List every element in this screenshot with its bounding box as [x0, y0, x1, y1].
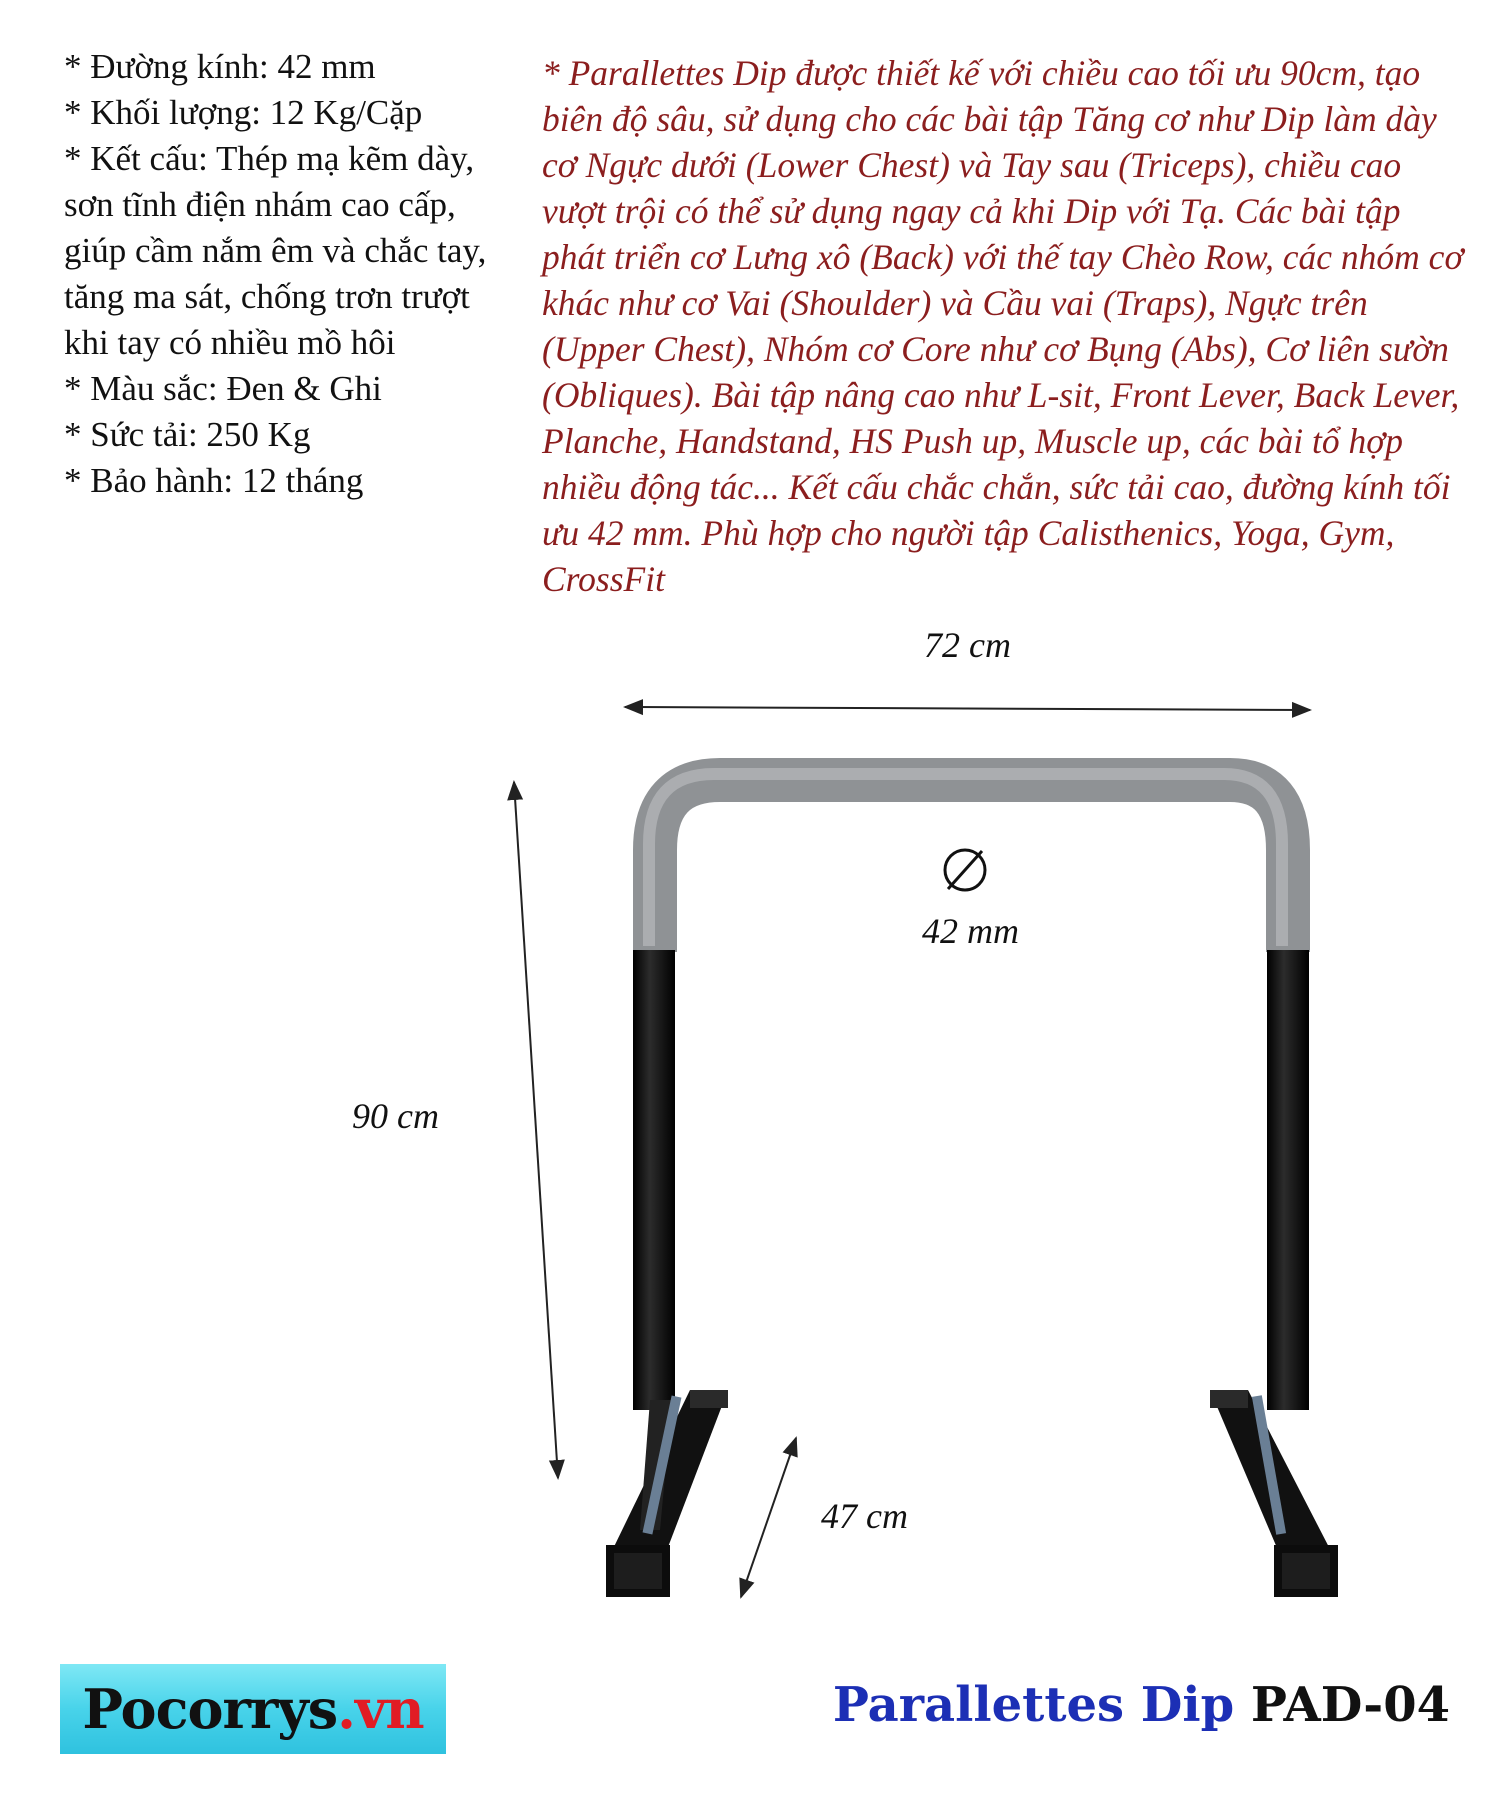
- width-arrow: [625, 707, 1310, 710]
- width-label: 72 cm: [924, 625, 1011, 665]
- spec-structure: * Kết cấu: Thép mạ kẽm dày, sơn tĩnh điện nhám cao cấp, giúp cầm nắm êm và chắc tay, tăng ma sát, chống trơn trượt khi tay có nhiều mồ hôi: [64, 139, 487, 362]
- depth-arrow: [741, 1438, 796, 1597]
- height-label: 90 cm: [352, 1096, 439, 1136]
- depth-label: 47 cm: [821, 1496, 908, 1536]
- brand-domain: .vn: [337, 1677, 424, 1741]
- product-title: [833, 1677, 1450, 1733]
- product-description: * Parallettes Dip được thiết kế với chiều cao tối ưu 90cm, tạo biên độ sâu, sử dụng cho các bài tập Tăng cơ như Dip làm dày cơ Ngực dưới (Lower Chest) và Tay sau (Triceps), chiều cao vượt trội có thể sử dụng ngay cả khi Dip với Tạ. Các bài tập phát triển cơ Lưng xô (Back) với thế tay Chèo Row, các nhóm cơ khác như cơ Vai (Shoulder) và Cầu vai (Traps), Ngực trên (Upper Chest), Nhóm cơ Core như cơ Bụng (Abs), Cơ liên sườn (Obliques). Bài tập nâng cao như L-sit, Front Lever, Back Lever, Planche, Handstand, HS Push up, Muscle up, các bài tổ hợp nhiều động tác... Kết cấu chắc chắn, sức tải cao, đường kính tối ưu 42 mm. Phù hợp cho người tập Calisthenics, Yoga, Gym, CrossFit: [542, 53, 1464, 599]
- spec-diameter: * Đường kính: 42 mm: [64, 47, 376, 86]
- product-code: PAD-04: [1250, 1677, 1450, 1733]
- left-upright: [633, 950, 675, 1410]
- diameter-label: 42 mm: [922, 911, 1019, 951]
- brand-name: Pocorrys: [82, 1677, 338, 1741]
- diameter-icon: [940, 845, 990, 895]
- spec-load: * Sức tải: 250 Kg: [64, 415, 311, 454]
- spec-warranty: * Bảo hành: 12 tháng: [64, 461, 364, 500]
- spec-color: * Màu sắc: Đen & Ghi: [64, 369, 382, 408]
- height-arrow: [514, 782, 558, 1478]
- right-foot: [1210, 1390, 1338, 1597]
- left-foot: [606, 1390, 728, 1597]
- spec-weight: * Khối lượng: 12 Kg/Cặp: [64, 93, 423, 132]
- right-upright: [1267, 950, 1309, 1410]
- product-name: Parallettes Dip: [832, 1677, 1235, 1733]
- brand-logo[interactable]: [60, 1664, 446, 1754]
